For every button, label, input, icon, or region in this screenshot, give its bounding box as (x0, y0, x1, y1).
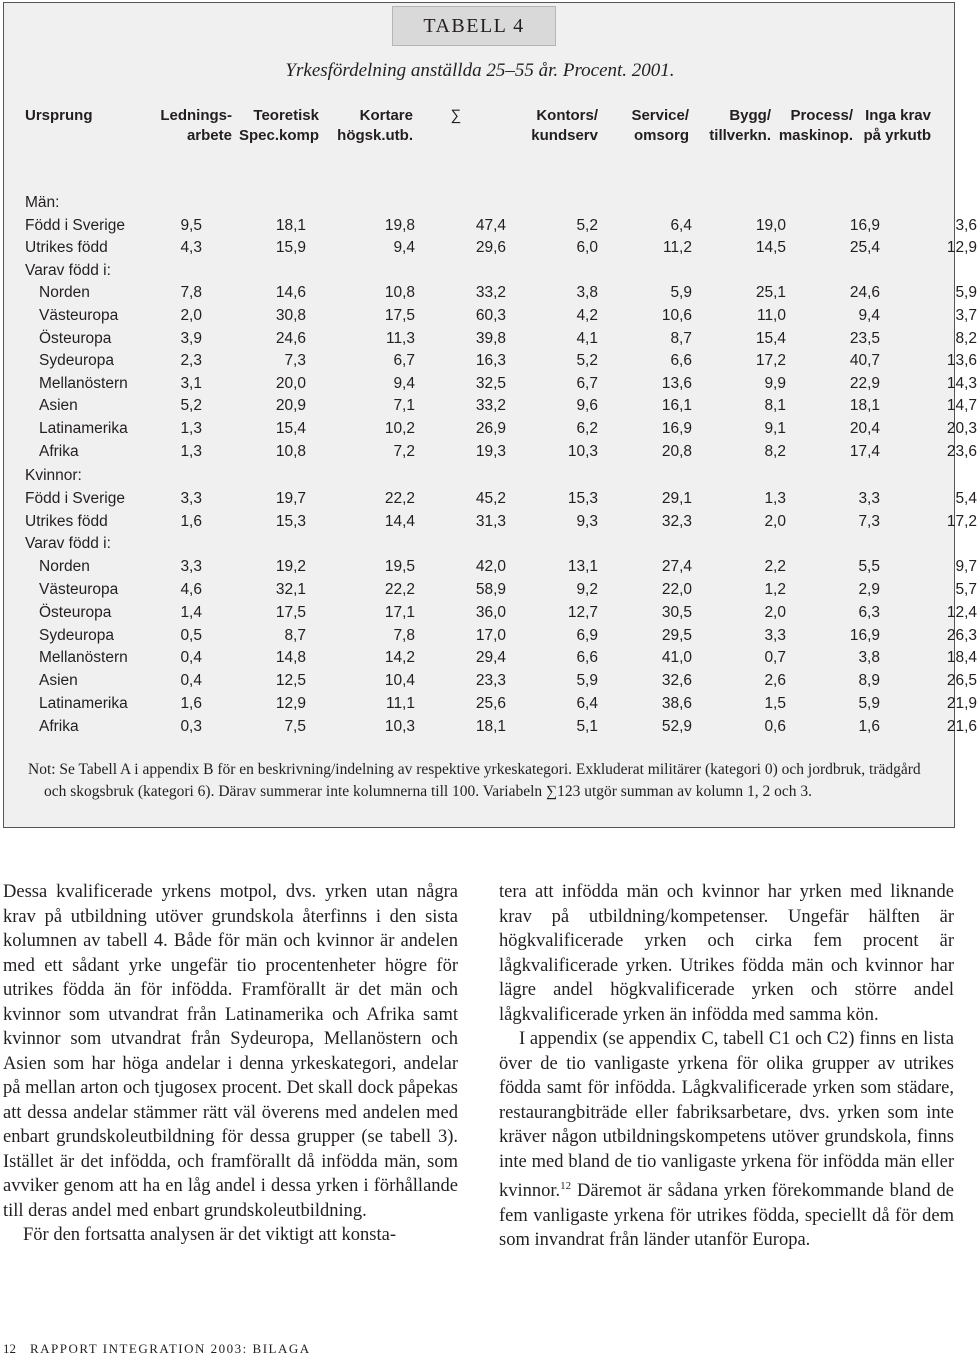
table-cell: 9,7 (955, 558, 977, 576)
table-cell: 1,6 (180, 695, 202, 712)
table-cell: 25,6 (475, 695, 506, 712)
row-label: Utrikes född (25, 512, 108, 530)
table-note (28, 759, 944, 803)
body-text: I appendix (se appendix C, tabell C1 och C2) finns en lista över de tio vanligaste yrkena för olika grupper av utrikes födda samt för infödda. Lågkvalificerade yrken som städare, restaurangbiträde eller fabriksarbetare, dvs. yrken som inte kräver någon utbildningskompetens utöver grundskola, finns inte med bland de tio vanligaste yrkena för infödda män eller kvinnor. (499, 1029, 954, 1202)
table-cell: 22,2 (384, 581, 415, 598)
table-row (4, 304, 977, 327)
table-cell: 16,3 (475, 352, 506, 370)
table-row (4, 464, 956, 487)
table-row (4, 281, 977, 304)
table-cell: 10,3 (567, 442, 598, 460)
table-cell: 9,4 (393, 239, 415, 257)
row-label: Östeuropa (39, 329, 112, 347)
table-cell: 14,8 (275, 649, 306, 667)
table-cell: 29,6 (475, 239, 506, 257)
table-cell: 23,3 (475, 672, 506, 690)
table-cell: 7,1 (393, 397, 415, 415)
table-cell: 60,3 (475, 307, 506, 324)
row-label: Asien (39, 397, 78, 415)
table-cell: 25,4 (849, 239, 880, 257)
row-label: Latinamerika (39, 695, 128, 712)
table-tag: TABELL 4 (392, 6, 556, 46)
table-cell: 3,7 (955, 307, 977, 324)
table-row (4, 394, 977, 417)
table-cell: 36,0 (475, 603, 506, 621)
table-cell: 58,9 (475, 581, 506, 598)
table-cell: 33,2 (475, 284, 506, 302)
body-paragraph: tera att infödda män och kvinnor har yrken med liknande krav på utbildning/kompetenser. Ungefär hälften är högkvalificerade yrken och cirka fem procent är lågkvalificerade yrken. Utrikes födda män och kvinnor har lägre andel högkvalificerade yrken och större andel lågkvalificerade yrken än infödda med samma kön. (499, 882, 954, 1025)
table-4-panel (3, 2, 977, 828)
table-cell: 19,3 (475, 442, 506, 460)
table-cell: 5,2 (180, 397, 202, 415)
table-cell: 32,1 (275, 581, 306, 598)
table-cell: 10,3 (384, 717, 415, 735)
table-cell: 19,7 (275, 489, 306, 507)
table-row (4, 259, 956, 282)
row-label: Född i Sverige (25, 489, 125, 507)
table-cell: 0,4 (180, 649, 202, 667)
table-cell: 26,3 (946, 626, 977, 644)
header-text: tillverkn. (709, 127, 771, 144)
table-cell: 29,1 (661, 489, 692, 507)
row-label: Asien (39, 672, 78, 690)
table-cell: 20,9 (275, 397, 306, 415)
table-row (4, 715, 977, 738)
table-cell: 16,9 (849, 626, 880, 644)
table-cell: 1,6 (180, 512, 202, 530)
table-cell: 4,3 (180, 239, 202, 257)
table-cell: 8,2 (955, 329, 977, 347)
table-cell: 9,3 (576, 512, 598, 530)
table-cell: 22,0 (661, 581, 692, 598)
table-cell: 31,3 (475, 512, 506, 530)
table-cell: 16,1 (661, 397, 692, 415)
table-cell: 0,7 (764, 649, 786, 667)
table-cell: 41,0 (661, 649, 692, 667)
table-cell: 6,9 (576, 626, 598, 644)
header-text: Bygg/ (729, 107, 771, 124)
row-label: Västeuropa (39, 581, 119, 598)
table-cell: 7,3 (284, 352, 306, 370)
table-cell: 0,4 (180, 672, 202, 690)
table-cell: 39,8 (475, 329, 506, 347)
header-process (754, 106, 853, 146)
header-text: Kortare (359, 107, 413, 124)
table-cell: 2,0 (180, 307, 202, 324)
table-cell: 8,7 (670, 329, 692, 347)
header-sum-symbol: ∑ (450, 107, 462, 124)
table-cell: 5,1 (576, 717, 598, 735)
table-cell: 20,3 (946, 420, 977, 437)
table-cell: 15,3 (275, 512, 306, 530)
table-row (4, 624, 977, 647)
row-label: Kvinnor: (25, 467, 82, 484)
table-cell: 9,5 (180, 216, 202, 234)
row-label: Varav född i: (25, 261, 111, 279)
table-cell: 6,0 (576, 239, 598, 257)
table-cell: 1,3 (180, 420, 202, 437)
table-cell: 32,6 (661, 672, 692, 690)
row-label: Västeuropa (39, 307, 119, 324)
table-cell: 13,6 (661, 374, 692, 392)
table-row (4, 578, 977, 601)
table-cell: 4,1 (576, 329, 598, 347)
table-cell: 29,4 (475, 649, 506, 667)
table-cell: 5,9 (576, 672, 598, 690)
table-cell: 15,4 (755, 329, 786, 347)
row-label: Sydeuropa (39, 626, 114, 644)
table-cell: 5,9 (670, 284, 692, 302)
table-subtitle: Yrkesfördelning anställda 25–55 år. Procent. 2001. (285, 60, 675, 81)
table-cell: 20,0 (275, 374, 306, 392)
table-cell: 5,2 (576, 216, 598, 234)
table-cell: 10,2 (384, 420, 415, 437)
row-label: Norden (39, 558, 90, 576)
table-row (4, 646, 977, 669)
row-label: Mellanöstern (39, 649, 128, 667)
table-cell: 3,1 (180, 374, 202, 392)
table-cell: 8,2 (764, 442, 786, 460)
row-label: Afrika (39, 717, 79, 735)
table-cell: 6,3 (858, 603, 880, 621)
table-cell: 9,4 (393, 374, 415, 392)
table-cell: 18,1 (849, 397, 880, 415)
table-cell: 47,4 (475, 216, 506, 234)
header-teoretisk (204, 106, 319, 146)
table-cell: 15,9 (275, 239, 306, 257)
page-footer (3, 1341, 311, 1357)
table-cell: 24,6 (849, 284, 880, 302)
table-cell: 17,4 (849, 442, 880, 460)
table-cell: 8,7 (284, 626, 306, 644)
table-cell: 2,9 (858, 581, 880, 598)
table-cell: 0,3 (180, 717, 202, 735)
table-cell: 7,8 (393, 626, 415, 644)
table-cell: 3,8 (576, 284, 598, 302)
table-cell: 26,5 (946, 672, 977, 690)
table-cell: 9,6 (576, 397, 598, 415)
table-cell: 40,7 (849, 352, 880, 370)
table-cell: 8,9 (858, 672, 880, 690)
table-cell: 5,7 (955, 581, 977, 598)
table-cell: 5,2 (576, 352, 598, 370)
body-column-left (3, 880, 458, 1248)
footnote-marker: 12 (560, 1180, 572, 1192)
table-cell: 42,0 (475, 558, 506, 576)
table-row (4, 236, 977, 259)
table-cell: 7,5 (284, 717, 306, 735)
table-cell: 11,3 (385, 329, 415, 347)
table-row (4, 532, 956, 555)
table-cell: 1,5 (764, 695, 786, 712)
table-cell: 2,6 (764, 672, 786, 690)
running-title: RAPPORT INTEGRATION 2003: BILAGA (30, 1341, 311, 1356)
page-number: 12 (3, 1341, 16, 1356)
table-row (4, 692, 977, 715)
table-cell: 2,2 (764, 558, 786, 576)
table-cell: 6,6 (576, 649, 598, 667)
table-cell: 30,8 (275, 307, 306, 324)
table-cell: 6,4 (576, 695, 598, 712)
table-cell: 16,9 (849, 216, 880, 234)
table-cell: 23,6 (946, 442, 977, 460)
table-cell: 20,8 (661, 442, 692, 460)
table-cell: 11,0 (756, 307, 786, 324)
table-cell: 8,1 (764, 397, 786, 415)
table-cell: 24,6 (275, 329, 306, 347)
table-cell: 0,6 (764, 717, 786, 735)
header-ursprung: Ursprung (25, 107, 93, 124)
table-cell: 15,4 (275, 420, 306, 437)
table-cell: 11,1 (385, 695, 415, 712)
table-cell: 6,2 (576, 420, 598, 437)
table-cell: 27,4 (661, 558, 692, 576)
table-cell: 17,0 (475, 626, 506, 644)
table-cell: 0,5 (180, 626, 202, 644)
table-row (4, 487, 977, 510)
table-cell: 26,9 (475, 420, 506, 437)
table-cell: 9,1 (764, 420, 786, 437)
table-row (4, 440, 977, 463)
header-kortare (304, 106, 413, 146)
table-cell: 10,4 (384, 672, 415, 690)
row-label: Mellanöstern (39, 374, 128, 392)
body-paragraph (499, 1027, 954, 1253)
table-cell: 13,1 (567, 558, 598, 576)
table-cell: 20,4 (849, 420, 880, 437)
table-cell: 17,5 (384, 307, 415, 324)
table-cell: 38,6 (661, 695, 692, 712)
table-cell: 9,9 (764, 374, 786, 392)
table-cell: 25,1 (755, 284, 786, 302)
table-row (4, 510, 977, 533)
table-cell: 22,9 (849, 374, 880, 392)
table-cell: 3,3 (764, 626, 786, 644)
table-row (4, 327, 977, 350)
table-cell: 3,3 (180, 558, 202, 576)
table-cell: 14,2 (384, 649, 415, 667)
table-cell: 3,3 (858, 489, 880, 507)
body-paragraph: Dessa kvalificerade yrkens motpol, dvs. yrken utan några krav på utbildning utöver grundskola återfinns i den sista kolumnen av tabell 4. Både för män och kvinnor är andelen med ett sådant yrke ungefär tio procentenheter högre för utrikes födda än för infödda. Framförallt är det män och kvinnor som utvandrat från Latinamerika och Afrika samt kvinnor som utvandrat från Sydeuropa, Mellanöstern och Asien som har höga andelar i denna yrkeskategori, andelar på mellan arton och tjugosex procent. Det skall dock påpekas att dessa andelar stämmer rätt väl överens med andelen med enbart grundskoleutbildning för dessa grupper (se tabell 3). Istället är det infödda, och framförallt då infödda män, som avviker genom att ha en låg andel i dessa yrken i förhållande till deras andel med enbart grundskoleutbildning. (3, 882, 458, 1221)
table-row (4, 372, 977, 395)
table-cell: 30,5 (661, 603, 692, 621)
table-cell: 4,6 (180, 581, 202, 598)
table-cell: 18,1 (475, 717, 506, 735)
row-label: Sydeuropa (39, 352, 114, 370)
table-cell: 14,4 (384, 512, 415, 530)
header-text: Kontors/ (536, 107, 598, 124)
table-cell: 16,9 (661, 420, 692, 437)
table-cell: 7,8 (180, 284, 202, 302)
table-cell: 29,5 (661, 626, 692, 644)
table-cell: 3,8 (858, 649, 880, 667)
table-cell: 22,2 (384, 489, 415, 507)
table-cell: 12,4 (946, 603, 977, 621)
table-cell: 5,4 (955, 489, 977, 507)
table-cell: 17,1 (384, 603, 415, 621)
table-cell: 21,6 (946, 717, 977, 735)
table-cell: 9,4 (858, 307, 880, 324)
table-cell: 13,6 (946, 352, 977, 370)
table-cell: 2,0 (764, 603, 786, 621)
table-cell: 10,8 (275, 442, 306, 460)
table-cell: 5,9 (955, 284, 977, 302)
header-text: på yrkutb (863, 127, 931, 144)
header-text: kundserv (531, 127, 598, 144)
table-cell: 3,6 (955, 216, 977, 234)
row-label: Östeuropa (39, 603, 112, 621)
header-text: Spec.komp (238, 127, 319, 144)
table-cell: 14,6 (275, 284, 306, 302)
header-text: arbete (186, 127, 232, 144)
table-cell: 17,2 (755, 352, 786, 370)
table-cell: 1,2 (764, 581, 786, 598)
table-cell: 18,1 (275, 216, 306, 234)
table-cell: 52,9 (661, 717, 692, 735)
table-cell: 6,6 (670, 352, 692, 370)
row-label: Afrika (39, 442, 79, 460)
table-cell: 12,9 (946, 239, 977, 257)
header-text: Teoretisk (253, 107, 319, 124)
table-cell: 23,5 (849, 329, 880, 347)
table-cell: 32,3 (661, 512, 692, 530)
table-row (4, 601, 977, 624)
body-text: Däremot är sådana yrken förekommande bland de fem vanligaste yrkena för utrikes födda, speciellt då för dem som invandrat från länder utanför Europa. (499, 1181, 954, 1251)
table-row (4, 555, 977, 578)
table-cell: 1,3 (764, 489, 786, 507)
header-text: högsk.utb. (337, 127, 413, 144)
table-cell: 14,7 (946, 397, 977, 415)
table-cell: 14,5 (755, 239, 786, 257)
table-cell: 17,5 (275, 603, 306, 621)
table-cell: 6,4 (670, 216, 692, 234)
table-cell: 1,3 (180, 442, 202, 460)
table-cell: 19,8 (384, 216, 415, 234)
table-note-text: Not: Se Tabell A i appendix B för en beskrivning/indelning av respektive yrkeskategori. Exkluderat militärer (kategori 0) och jordbruk, trädgård och skogsbruk (kategori 6). Därav summerar inte kolumnerna till 100. Variabeln ∑123 utgör summan av kolumn 1, 2 och 3. (28, 761, 921, 800)
table-cell: 1,6 (858, 717, 880, 735)
table-cell: 2,3 (180, 352, 202, 370)
table-cell: 19,2 (275, 558, 306, 576)
row-label: Utrikes född (25, 239, 108, 257)
table-cell: 14,3 (946, 374, 977, 392)
table-row (4, 214, 977, 237)
table-cell: 6,7 (393, 352, 415, 370)
header-text: Lednings- (160, 107, 232, 124)
table-cell: 12,7 (567, 603, 598, 621)
table-cell: 19,5 (384, 558, 415, 576)
table-cell: 6,7 (576, 374, 598, 392)
header-text: Service/ (631, 107, 689, 124)
row-label: Född i Sverige (25, 216, 125, 234)
table-cell: 4,2 (576, 307, 598, 324)
body-column-right (499, 880, 954, 1253)
table-cell: 1,4 (180, 603, 202, 621)
table-cell: 3,3 (180, 489, 202, 507)
row-label: Varav född i: (25, 535, 111, 553)
table-cell: 45,2 (475, 489, 506, 507)
table-cell: 10,6 (661, 307, 692, 324)
row-label: Män: (25, 194, 60, 211)
header-text: Inga krav (865, 107, 931, 124)
table-cell: 5,9 (858, 695, 880, 712)
row-label: Norden (39, 284, 90, 302)
row-label: Latinamerika (39, 420, 128, 437)
table-row (4, 191, 956, 214)
table-cell: 2,0 (764, 512, 786, 530)
table-cell: 7,2 (393, 442, 415, 460)
table-cell: 12,9 (275, 695, 306, 712)
header-inga-krav (844, 106, 931, 146)
table-cell: 7,3 (858, 512, 880, 530)
table-cell: 19,0 (755, 216, 786, 234)
table-cell: 21,9 (946, 695, 977, 712)
table-cell: 32,5 (475, 374, 506, 392)
table-cell: 11,2 (662, 239, 692, 257)
table-cell: 17,2 (946, 512, 977, 530)
header-text: Process/ (790, 107, 853, 124)
table-row (4, 349, 977, 372)
body-paragraph: För den fortsatta analysen är det viktigt att konsta- (23, 1225, 396, 1245)
table-cell: 9,2 (576, 581, 598, 598)
table-cell: 12,5 (275, 672, 306, 690)
table-cell: 5,5 (858, 558, 880, 576)
table-cell: 3,9 (180, 329, 202, 347)
table-row (4, 669, 977, 692)
table-cell: 15,3 (567, 489, 598, 507)
table-cell: 18,4 (946, 649, 977, 667)
header-text: maskinop. (778, 127, 853, 144)
header-text: omsorg (633, 127, 689, 144)
table-cell: 33,2 (475, 397, 506, 415)
table-cell: 10,8 (384, 284, 415, 302)
table-row (4, 417, 977, 440)
